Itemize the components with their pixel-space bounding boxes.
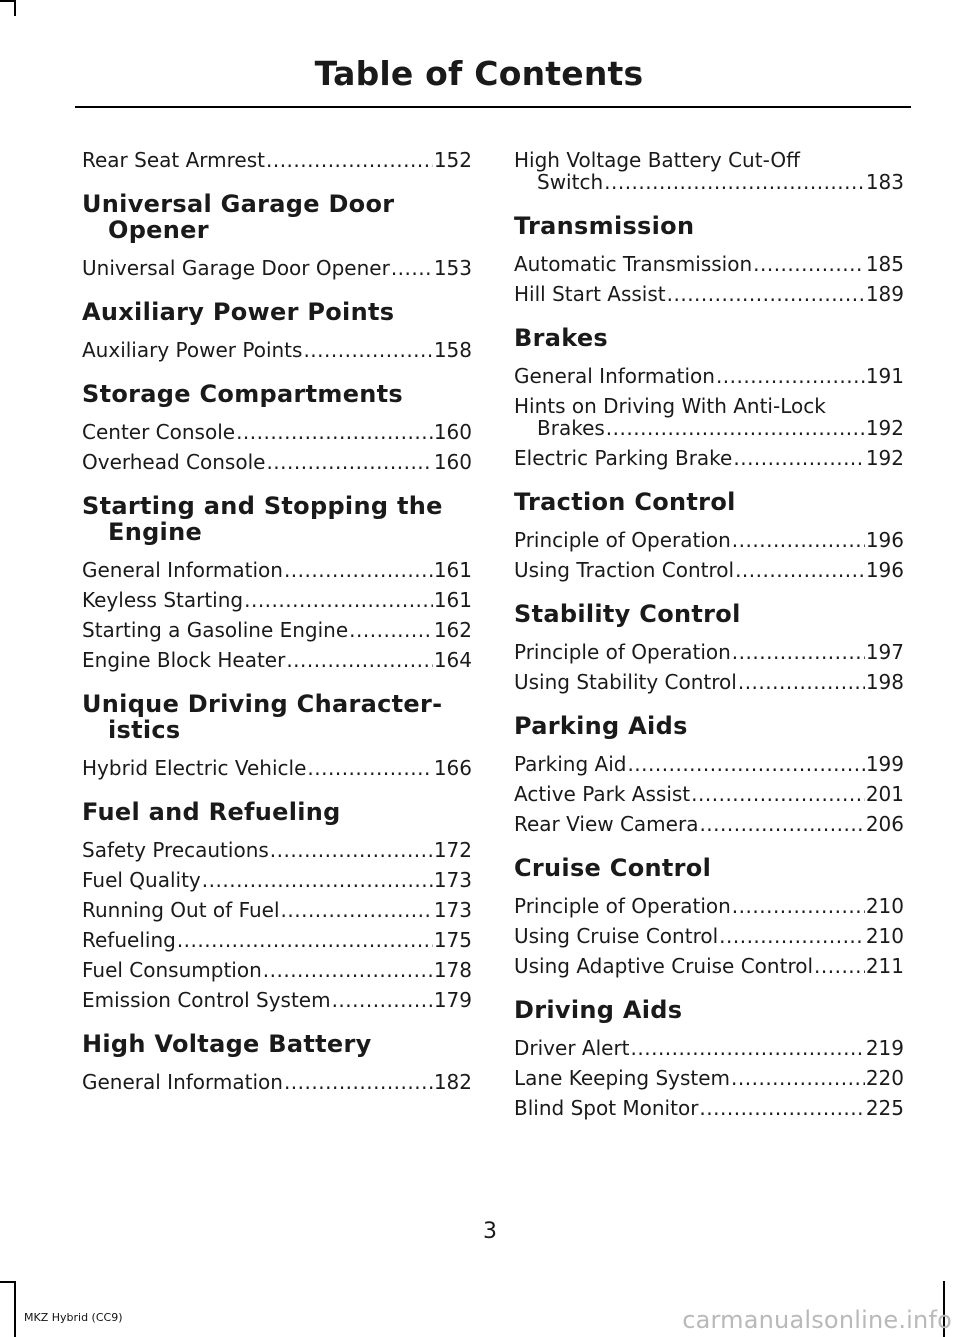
section-heading-line: Traction Control — [514, 488, 736, 516]
toc-entry-page: 196 — [865, 528, 904, 552]
toc-entry-title: Principle of Operation — [514, 528, 731, 552]
dot-leader — [270, 839, 433, 861]
dot-leader — [177, 929, 433, 951]
toc-entry-title: Lane Keeping System — [514, 1066, 731, 1090]
section-heading — [82, 1031, 472, 1057]
section-heading — [82, 493, 472, 545]
toc-entry-page: 211 — [865, 954, 904, 978]
dot-leader — [719, 925, 865, 947]
toc-entry-page: 198 — [865, 670, 904, 694]
toc-entry-title: Universal Garage Door Opener — [82, 256, 390, 280]
toc-entry-title: Using Traction Control — [514, 558, 735, 582]
toc-entry[interactable] — [514, 149, 904, 193]
toc-entry[interactable] — [82, 619, 472, 641]
toc-entry-title: Auxiliary Power Points — [82, 338, 303, 362]
toc-entry[interactable] — [82, 869, 472, 891]
toc-entry-title: General Information — [82, 1070, 283, 1094]
toc-entry[interactable] — [82, 839, 472, 861]
toc-entry-title: Fuel Quality — [82, 868, 201, 892]
section-heading-line: Opener — [108, 216, 209, 244]
toc-entry-page: 153 — [433, 256, 472, 280]
toc-entry-title: Overhead Console — [82, 450, 266, 474]
toc-left-column — [82, 149, 472, 1101]
watermark: carmanualsonline.info — [682, 1306, 952, 1334]
section-heading-line: Driving Aids — [514, 996, 683, 1024]
dot-leader — [303, 339, 432, 361]
toc-entry-page: 160 — [433, 420, 472, 444]
toc-entry[interactable] — [82, 257, 472, 279]
section-heading-line: istics — [108, 716, 181, 744]
dot-leader — [691, 783, 865, 805]
toc-entry-page: 196 — [865, 558, 904, 582]
toc-entry[interactable] — [514, 753, 904, 775]
toc-entry[interactable] — [82, 339, 472, 361]
dot-leader — [263, 959, 433, 981]
toc-entry-page: 173 — [433, 868, 472, 892]
dot-leader — [699, 813, 864, 835]
toc-entry-title-continued: Brakes — [537, 416, 605, 440]
dot-leader — [731, 1067, 865, 1089]
toc-entry-page: 158 — [433, 338, 472, 362]
dot-leader — [349, 619, 433, 641]
toc-entry[interactable] — [514, 253, 904, 275]
section-heading-line: Parking Aids — [514, 712, 688, 740]
toc-entry[interactable] — [514, 955, 904, 977]
section-heading — [82, 299, 472, 325]
toc-entry-page: 206 — [865, 812, 904, 836]
header-rule — [75, 106, 911, 108]
toc-entry-page: 162 — [433, 618, 472, 642]
toc-entry[interactable] — [514, 1097, 904, 1119]
toc-entry-title: Driver Alert — [514, 1036, 630, 1060]
toc-entry-title: Safety Precautions — [82, 838, 269, 862]
toc-entry[interactable] — [514, 1067, 904, 1089]
toc-entry[interactable] — [514, 395, 904, 439]
dot-leader — [284, 559, 433, 581]
toc-entry-title: Electric Parking Brake — [514, 446, 733, 470]
toc-entry-title: Center Console — [82, 420, 236, 444]
toc-entry-title: Active Park Assist — [514, 782, 691, 806]
toc-entry-title: Fuel Consumption — [82, 958, 262, 982]
crop-mark-bottom-left-h — [0, 1281, 14, 1283]
toc-entry-title: Hill Start Assist — [514, 282, 666, 306]
toc-entry[interactable] — [514, 283, 904, 305]
toc-entry-page: 199 — [865, 752, 904, 776]
toc-entry[interactable] — [514, 1037, 904, 1059]
footer-model: MKZ Hybrid (CC9) — [24, 1311, 123, 1324]
dot-leader — [738, 671, 865, 693]
toc-entry-page: 189 — [865, 282, 904, 306]
toc-entry-page: 219 — [865, 1036, 904, 1060]
toc-entry-title: Using Adaptive Cruise Control — [514, 954, 814, 978]
toc-entry[interactable] — [514, 447, 904, 469]
section-heading-line: High Voltage Battery — [82, 1030, 372, 1058]
toc-entry-title: High Voltage Battery Cut-Off — [514, 148, 800, 172]
toc-entry-page: 178 — [433, 958, 472, 982]
dot-leader — [732, 641, 865, 663]
dot-leader — [244, 589, 433, 611]
toc-entry-title: Keyless Starting — [82, 588, 244, 612]
section-heading-line: Fuel and Refueling — [82, 798, 341, 826]
dot-leader — [286, 649, 432, 671]
toc-entry-page: 192 — [865, 416, 904, 440]
toc-entry-title: Parking Aid — [514, 752, 627, 776]
toc-entry-title: General Information — [514, 364, 715, 388]
section-heading-line: Stability Control — [514, 600, 741, 628]
toc-entry[interactable] — [514, 365, 904, 387]
toc-entry-page: 172 — [433, 838, 472, 862]
toc-entry-title: Starting a Gasoline Engine — [82, 618, 349, 642]
section-heading — [514, 489, 904, 515]
section-heading — [514, 601, 904, 627]
toc-entry-title: Using Stability Control — [514, 670, 737, 694]
dot-leader — [202, 869, 433, 891]
toc-entry-page: 173 — [433, 898, 472, 922]
section-heading-line: Brakes — [514, 324, 609, 352]
dot-leader — [732, 529, 865, 551]
page-title: Table of Contents — [314, 54, 644, 93]
toc-entry-page: 191 — [865, 364, 904, 388]
section-heading — [514, 213, 904, 239]
toc-entry[interactable] — [82, 149, 472, 171]
dot-leader — [266, 149, 433, 171]
toc-entry-page: 183 — [865, 170, 904, 194]
dot-leader — [716, 365, 865, 387]
toc-entry-title: Using Cruise Control — [514, 924, 719, 948]
page-number: 3 — [483, 1219, 497, 1244]
section-heading-line: Storage Compartments — [82, 380, 404, 408]
crop-mark-bottom-left — [14, 1281, 16, 1337]
toc-entry-title: Principle of Operation — [514, 640, 731, 664]
dot-leader — [699, 1097, 864, 1119]
toc-entry-page: 166 — [433, 756, 472, 780]
toc-entry-page: 220 — [865, 1066, 904, 1090]
toc-entry-page: 197 — [865, 640, 904, 664]
toc-entry[interactable] — [82, 421, 472, 443]
toc-entry-continuation — [514, 171, 904, 193]
dot-leader — [627, 753, 864, 775]
dot-leader — [391, 257, 433, 279]
toc-entry[interactable] — [82, 959, 472, 981]
toc-entry-title: Hints on Driving With Anti-Lock — [514, 394, 826, 418]
toc-entry-page: 152 — [433, 148, 472, 172]
dot-leader — [606, 417, 865, 439]
section-heading — [82, 691, 472, 743]
section-heading-line: Starting and Stopping the — [82, 492, 443, 520]
dot-leader — [281, 899, 433, 921]
dot-leader — [604, 171, 865, 193]
section-heading — [82, 381, 472, 407]
toc-entry[interactable] — [82, 649, 472, 671]
toc-entry-title: Hybrid Electric Vehicle — [82, 756, 307, 780]
toc-entry-title: Engine Block Heater — [82, 648, 286, 672]
section-heading-line: Universal Garage Door — [82, 190, 395, 218]
toc-entry[interactable] — [82, 899, 472, 921]
toc-entry[interactable] — [514, 641, 904, 663]
toc-entry-title: General Information — [82, 558, 283, 582]
toc-entry[interactable] — [82, 1071, 472, 1093]
toc-entry[interactable] — [514, 813, 904, 835]
toc-entry-title: Rear Seat Armrest — [82, 148, 265, 172]
dot-leader — [733, 447, 864, 469]
toc-entry-page: 185 — [865, 252, 904, 276]
dot-leader — [236, 421, 433, 443]
toc-entry-page: 160 — [433, 450, 472, 474]
dot-leader — [631, 1037, 865, 1059]
dot-leader — [735, 559, 865, 581]
toc-entry-title: Automatic Transmission — [514, 252, 753, 276]
section-heading-line: Cruise Control — [514, 854, 712, 882]
section-heading — [514, 997, 904, 1023]
section-heading — [514, 855, 904, 881]
dot-leader — [266, 451, 432, 473]
dot-leader — [307, 757, 432, 779]
toc-entry-page: 161 — [433, 588, 472, 612]
section-heading — [82, 799, 472, 825]
toc-entry[interactable] — [514, 559, 904, 581]
toc-entry-page: 175 — [433, 928, 472, 952]
section-heading — [514, 713, 904, 739]
toc-entry-page: 225 — [865, 1096, 904, 1120]
section-heading — [82, 191, 472, 243]
dot-leader — [332, 989, 433, 1011]
toc-entry-page: 192 — [865, 446, 904, 470]
toc-entry[interactable] — [82, 757, 472, 779]
toc-entry[interactable] — [82, 989, 472, 1011]
toc-entry[interactable] — [514, 783, 904, 805]
toc-entry-page: 201 — [865, 782, 904, 806]
toc-entry-page: 164 — [433, 648, 472, 672]
toc-right-column — [514, 149, 904, 1127]
toc-entry-title: Refueling — [82, 928, 176, 952]
dot-leader — [753, 253, 865, 275]
toc-entry-page: 210 — [865, 924, 904, 948]
section-heading-line: Unique Driving Character- — [82, 690, 443, 718]
toc-entry-title-continued: Switch — [537, 170, 604, 194]
toc-entry-title: Rear View Camera — [514, 812, 699, 836]
dot-leader — [732, 895, 865, 917]
toc-entry[interactable] — [82, 589, 472, 611]
section-heading-line: Engine — [108, 518, 203, 546]
section-heading-line: Transmission — [514, 212, 695, 240]
toc-entry[interactable] — [82, 451, 472, 473]
crop-mark-top-left-v — [14, 0, 16, 16]
dot-leader — [284, 1071, 433, 1093]
toc-entry-page: 182 — [433, 1070, 472, 1094]
toc-entry[interactable] — [82, 559, 472, 581]
toc-entry-title: Principle of Operation — [514, 894, 731, 918]
toc-entry-title: Running Out of Fuel — [82, 898, 280, 922]
toc-entry-page: 179 — [433, 988, 472, 1012]
dot-leader — [667, 283, 865, 305]
toc-entry[interactable] — [514, 925, 904, 947]
toc-entry[interactable] — [514, 529, 904, 551]
section-heading — [514, 325, 904, 351]
dot-leader — [814, 955, 865, 977]
toc-entry-page: 161 — [433, 558, 472, 582]
toc-entry-page: 210 — [865, 894, 904, 918]
toc-entry[interactable] — [514, 671, 904, 693]
toc-entry[interactable] — [514, 895, 904, 917]
toc-entry-title: Blind Spot Monitor — [514, 1096, 699, 1120]
toc-entry[interactable] — [82, 929, 472, 951]
toc-entry-title: Emission Control System — [82, 988, 331, 1012]
section-heading-line: Auxiliary Power Points — [82, 298, 395, 326]
toc-entry-continuation — [514, 417, 904, 439]
